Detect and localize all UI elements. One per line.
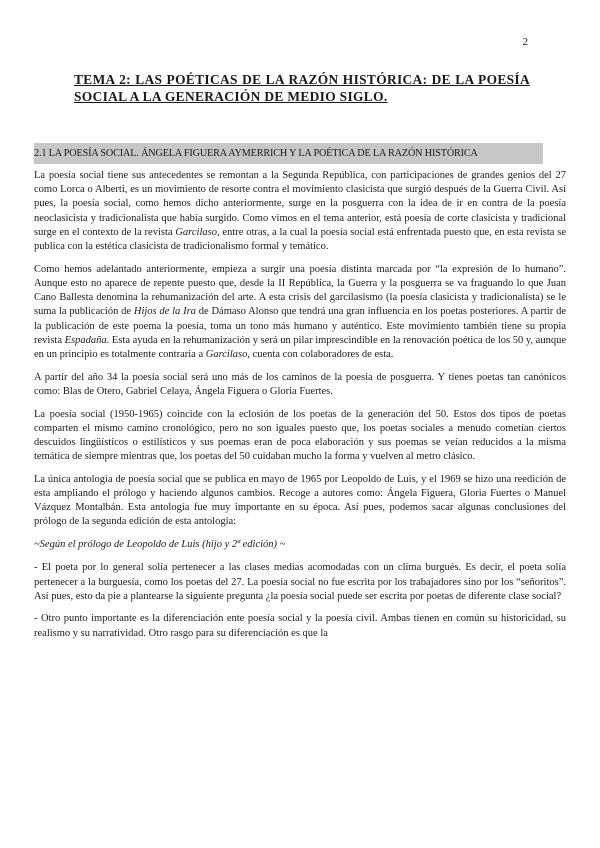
paragraph-2-text-a: Como hemos adelantado anteriormente, empieza a surgir una poesía distinta marcada por “la expresión de lo humano”. Aunque esto no aparece de repente puesto que, desde la II República, la Guerra y la posguerra se va fraguando lo que Juan Cano Ballesta denomina la rehumanización del arte. A esta crisis del garcilasismo (la poesía clasicista y tradicionalista) se le suma la publicación de <box>34 263 566 318</box>
page-title: TEMA 2: LAS POÉTICAS DE LA RAZÓN HISTÓRICA: DE LA POESÍA SOCIAL A LA GENERACIÓN DE MEDIO SIGLO. <box>74 72 530 104</box>
paragraph-2-italic-hijos-de-la-ira: Hijos de la Ira <box>133 306 196 318</box>
paragraph-2-text-c: de Dámaso Alonso que tendrá una gran influencia en los poetas posteriores. A partir de la publicación de este poema la poesía, toma un tono más humano y auténtico. Este movimiento también tiene su propia revista <box>34 306 566 346</box>
paragraph-6: - El poeta por lo general solía pertenecer a las clases medias acomodadas con un clima burgués. Es decir, el poeta solía pertenecer a la burguesía, como los poetas del 27. La poesía social no fue escrita por los trabajadores sino por los “señoritos”. Así pues, esto da pie a plantearse la siguiente pregunta ¿la poesía social puede ser escrita por poetas de diferente clase social? <box>34 562 566 602</box>
body-text <box>34 169 566 649</box>
paragraph-1-text-a: La poesía social tiene sus antecedentes se remontan a la Segunda República, con participaciones de grandes genios del 27 como Lorca o Alberti, es un movimiento de resorte contra el movimiento clasicista que surgió después de la Guerra Civil. Así pues, la poesía social, como hemos dicho anteriormente, surge en la posguerra con la idea de ir en contra de la poesía neoclasicista y tradicionalista que había surgido. Como vimos en el tema anterior, está poesía de corte clasicista y tradicional surge en el contexto de la revista <box>34 170 566 238</box>
paragraph-3: A partir del año 34 la poesía social será uno más de los caminos de la poesía de posguerra. Y tienes poetas tan canónicos como: Blas de Otero, Gabriel Celaya, Ángela Figuera o Gloria Fuertes. <box>34 371 566 397</box>
section-heading: 2.1 LA POESÍA SOCIAL. ÁNGELA FIGUERA AYMERRICH Y LA POÉTICA DE LA RAZÓN HISTÓRICA <box>34 143 543 164</box>
paragraph-4: La poesía social (1950-1965) coincide con la eclosión de los poetas de la generación del 50. Estos dos tipos de poetas comparten el mismo camino cronológico, pero no son iguales puesto que, los poetas sociales a menudo cometían ciertos descuidos lingüísticos o estilísticos y sus poemas eran de poca elaboración y sus poemas se veían reducidos a la misma temática de siempre mientras que, los poetas del 50 cuidaban mucho la forma y vuelven al metro clásico. <box>34 408 566 463</box>
paragraph-1-italic-garcilaso: Garcilaso <box>175 226 217 238</box>
paragraph-2-italic-espadana: Espadaña <box>64 334 107 346</box>
paragraph-2-text-e: . Esta ayuda en la rehumanización y será un pilar imprescindible en la renovación poética de los 50 y, aunque en un principio es totalmente contraria a <box>34 334 567 360</box>
paragraph-7: - Otro punto importante es la diferenciación ente poesía social y la poesía civil. Ambas tienen en común su historicidad, su realismo y su narratividad. Otro rasgo para su diferenciación es que la <box>34 613 566 639</box>
paragraph-1 <box>34 169 566 254</box>
paragraph-2-italic-garcilaso: Garcilaso <box>205 348 248 360</box>
page-number: 2 <box>522 36 528 48</box>
paragraph-2 <box>34 263 566 362</box>
paragraph-1-text-c: , entre otras, a la cual la poesía social está enfrentada puesto que, en esta revista se publica con la estética clasicista de tradicionalismo formal y temático. <box>34 226 566 253</box>
paragraph-5: La única antología de poesía social que se publica en mayo de 1965 por Leopoldo de Luis, y el 1969 se hizo una reedición de esta ampliando el prólogo y haciendo algunos cambios. Recoge a autores como: Ángela Figuera, Gloria Fuertes o Manuel Vázquez Montalbán. Esta antología fue muy importante en su época. Así pues, podemos sacar algunas conclusiones del prólogo de la segunda edición de esta antología: <box>34 473 566 528</box>
paragraph-2-text-g: , cuenta con colaboradores de esta. <box>247 348 394 360</box>
prologue-caption: ~Según el prólogo de Leopoldo de Luis (hijo y 2ª edición) ~ <box>34 539 286 551</box>
